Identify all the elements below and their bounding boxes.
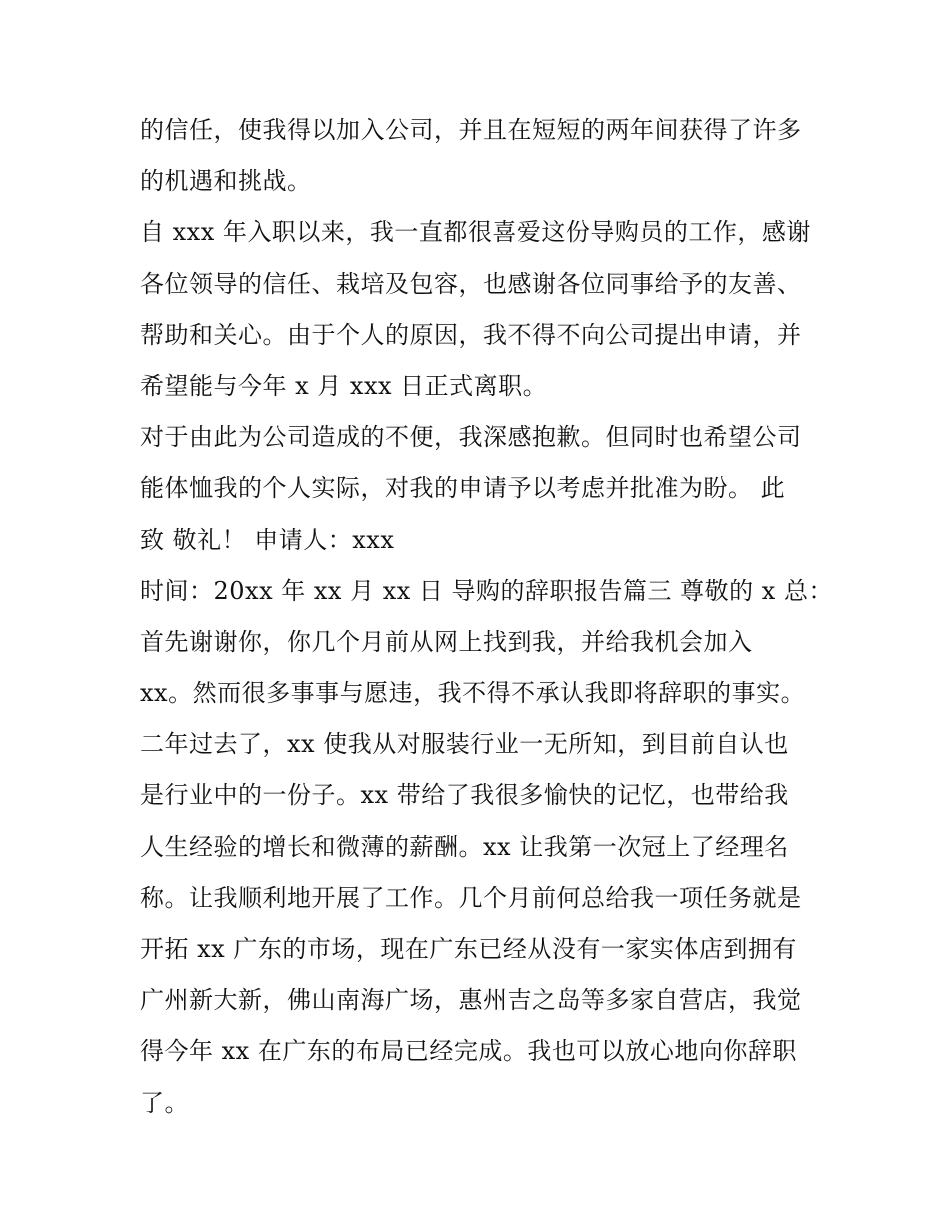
text-line: 帮助和关心。由于个人的原因，我不得不向公司提出申请，并: [140, 320, 802, 349]
text-line: 广州新大新，佛山南海广场，惠州吉之岛等多家自营店，我觉: [140, 986, 802, 1015]
text-line: 致 敬礼！ 申请人：xxx: [140, 525, 395, 554]
text-line: xx。然而很多事事与愿违，我不得不承认我即将辞职的事实。: [140, 679, 806, 708]
text-line: 了。: [140, 1088, 189, 1117]
text-line: 能体恤我的个人实际，对我的申请予以考虑并批准为盼。 此: [140, 474, 786, 503]
text-line: 各位领导的信任、栽培及包容，也感谢各位同事给予的友善、: [140, 269, 802, 298]
text-line: 人生经验的增长和微薄的薪酬。xx 让我第一次冠上了经理名: [140, 832, 789, 861]
text-line: 首先谢谢你，你几个月前从网上找到我，并给我机会加入: [140, 627, 753, 656]
text-line: 称。让我顺利地开展了工作。几个月前何总给我一项任务就是: [140, 883, 802, 912]
text-line: 时间：20xx 年 xx 月 xx 日 导购的辞职报告篇三 尊敬的 x 总：: [140, 576, 833, 605]
text-line: 自 xxx 年入职以来，我一直都很喜爱这份导购员的工作，感谢: [140, 218, 811, 247]
text-line: 得今年 xx 在广东的布局已经完成。我也可以放心地向你辞职: [140, 1037, 797, 1066]
text-line: 的信任，使我得以加入公司，并且在短短的两年间获得了许多: [140, 116, 802, 144]
letter-body: [140, 105, 833, 1129]
text-line: 是行业中的一份子。xx 带给了我很多愉快的记忆，也带给我: [140, 781, 789, 810]
text-line: 希望能与今年 x 月 xxx 日正式离职。: [140, 371, 548, 400]
text-line: 二年过去了，xx 使我从对服装行业一无所知，到目前自认也: [140, 730, 789, 759]
text-line: 对于由此为公司造成的不便，我深感抱歉。但同时也希望公司: [140, 423, 802, 452]
text-line: 开拓 xx 广东的市场，现在广东已经从没有一家实体店到拥有: [140, 935, 797, 963]
text-line: 的机遇和挑战。: [140, 167, 312, 196]
